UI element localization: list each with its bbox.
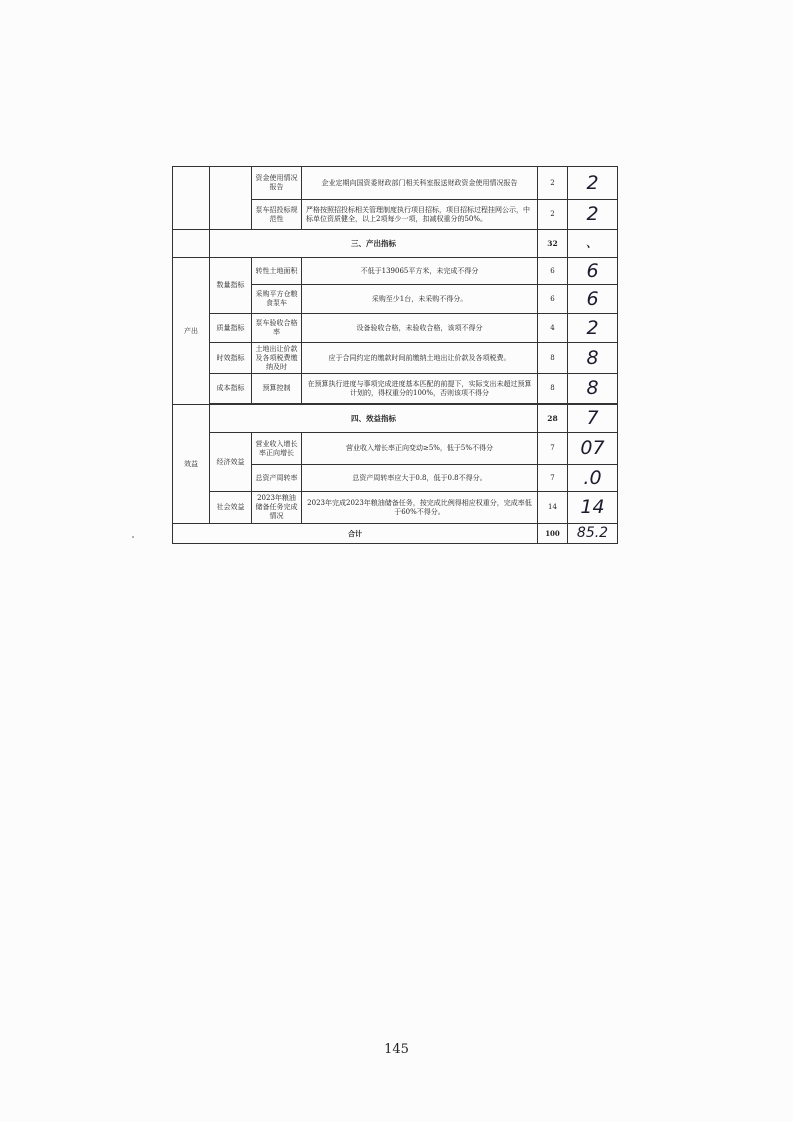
- criterion-cell: 2023年完成2023年粮油储备任务，按完成比例得相应权重分，完成率低于60%不得分。: [302, 492, 538, 524]
- weight-cell: 6: [538, 258, 568, 285]
- handwritten-score: 6: [586, 287, 599, 310]
- indicator-cell: 质量指标: [210, 314, 252, 343]
- table-row: [173, 258, 618, 285]
- handwritten-score: 6: [586, 259, 599, 282]
- score-cell: [568, 374, 618, 404]
- sub-indicator-cell: 转性土地面积: [252, 258, 302, 285]
- criterion-cell: 总资产周转率应大于0.8，低于0.8不得分。: [302, 465, 538, 492]
- section-title: 三、产出指标: [210, 230, 538, 258]
- handwritten-score: 14: [580, 496, 605, 518]
- handwritten-score: 2: [586, 316, 599, 339]
- scan-speck: [132, 536, 134, 538]
- weight-cell: 7: [538, 465, 568, 492]
- criterion-cell: 设备验收合格，未验收合格，该项不得分: [302, 314, 538, 343]
- score-cell: [568, 258, 618, 285]
- category-cell-blank: [173, 167, 210, 230]
- weight-cell: 8: [538, 374, 568, 404]
- category-cell: 产出: [173, 258, 210, 405]
- sub-indicator-cell: 采购平方仓粮食泵车: [252, 285, 302, 314]
- sub-indicator-cell: 资金使用情况报告: [252, 167, 302, 200]
- score-cell: [568, 465, 618, 492]
- score-cell: [568, 433, 618, 465]
- criterion-cell: 应于合同约定的缴款时间前缴纳土地出让价款及各项税费。: [302, 343, 538, 374]
- performance-evaluation-table: [172, 166, 618, 544]
- sub-indicator-cell: 预算控制: [252, 374, 302, 404]
- weight-cell: 6: [538, 285, 568, 314]
- weight-cell: 8: [538, 343, 568, 374]
- weight-cell: 100: [538, 524, 568, 544]
- score-cell: [568, 200, 618, 230]
- page-number: 145: [384, 1042, 409, 1057]
- score-cell: [568, 343, 618, 374]
- indicator-cell: 经济效益: [210, 433, 252, 492]
- sub-indicator-cell: 2023年粮油储备任务完成情况: [252, 492, 302, 524]
- score-cell: [568, 492, 618, 524]
- criterion-cell: 严格按照招投标相关管理制度执行项目招标，项目招标过程挂网公示，中标单位资质健全，以上2项每少一项，扣减权重分的50%。: [302, 200, 538, 230]
- handwritten-score: 07: [580, 437, 605, 459]
- category-cell-blank: [173, 230, 210, 258]
- criterion-cell: 企业定期向国资委财政部门相关科室报送财政资金使用情况报告: [302, 167, 538, 200]
- indicator-cell: 社会效益: [210, 492, 252, 524]
- sub-indicator-cell: 营业收入增长率正向增长: [252, 433, 302, 465]
- criterion-cell: 不低于139065平方米，未完成不得分: [302, 258, 538, 285]
- indicator-cell: 时效指标: [210, 343, 252, 374]
- score-cell: [568, 167, 618, 200]
- handwritten-score: 2: [586, 203, 599, 225]
- score-cell: [568, 524, 618, 544]
- score-cell: [568, 314, 618, 343]
- total-row: [173, 524, 618, 544]
- handwritten-score: 、: [585, 235, 600, 251]
- handwritten-score: 2: [586, 171, 599, 194]
- handwritten-score: 8: [586, 377, 599, 399]
- category-cell: 效益: [173, 405, 210, 524]
- section-header-row: [173, 230, 618, 258]
- sub-indicator-cell: 土地出让价款及各项税费缴纳及时: [252, 343, 302, 374]
- indicator-cell-blank: [210, 167, 252, 230]
- handwritten-score: .0: [583, 466, 602, 489]
- weight-cell: 28: [538, 405, 568, 433]
- weight-cell: 14: [538, 492, 568, 524]
- sub-indicator-cell: 泵车验收合格率: [252, 314, 302, 343]
- handwritten-total-score: 85.2: [576, 525, 609, 541]
- weight-cell: 32: [538, 230, 568, 258]
- indicator-cell: 数量指标: [210, 258, 252, 314]
- sub-indicator-cell: 泵车招投标规范性: [252, 200, 302, 230]
- table-row: [173, 167, 618, 200]
- table-row: [173, 314, 618, 343]
- handwritten-score: 8: [586, 346, 599, 369]
- criterion-cell: 采购至少1台，未采购不得分。: [302, 285, 538, 314]
- handwritten-score: 7: [586, 407, 599, 429]
- table-row: [173, 433, 618, 465]
- table-row: [173, 492, 618, 524]
- sub-indicator-cell: 总资产周转率: [252, 465, 302, 492]
- criterion-cell: 营业收入增长率正向变动≥5%，低于5%不得分: [302, 433, 538, 465]
- weight-cell: 2: [538, 200, 568, 230]
- score-cell: [568, 230, 618, 258]
- total-label: 合计: [173, 524, 538, 544]
- section-title: 四、效益指标: [210, 405, 538, 433]
- weight-cell: 4: [538, 314, 568, 343]
- section-header-row: [173, 405, 618, 433]
- criterion-cell: 在预算执行进度与事项完成进度基本匹配的前提下，实际支出未超过预算计划的，得权重分的100%，否则该项不得分: [302, 374, 538, 404]
- indicator-cell: 成本指标: [210, 374, 252, 404]
- score-cell: [568, 405, 618, 433]
- table-row: [173, 343, 618, 374]
- score-cell: [568, 285, 618, 314]
- weight-cell: 7: [538, 433, 568, 465]
- weight-cell: 2: [538, 167, 568, 200]
- table-row: [173, 374, 618, 404]
